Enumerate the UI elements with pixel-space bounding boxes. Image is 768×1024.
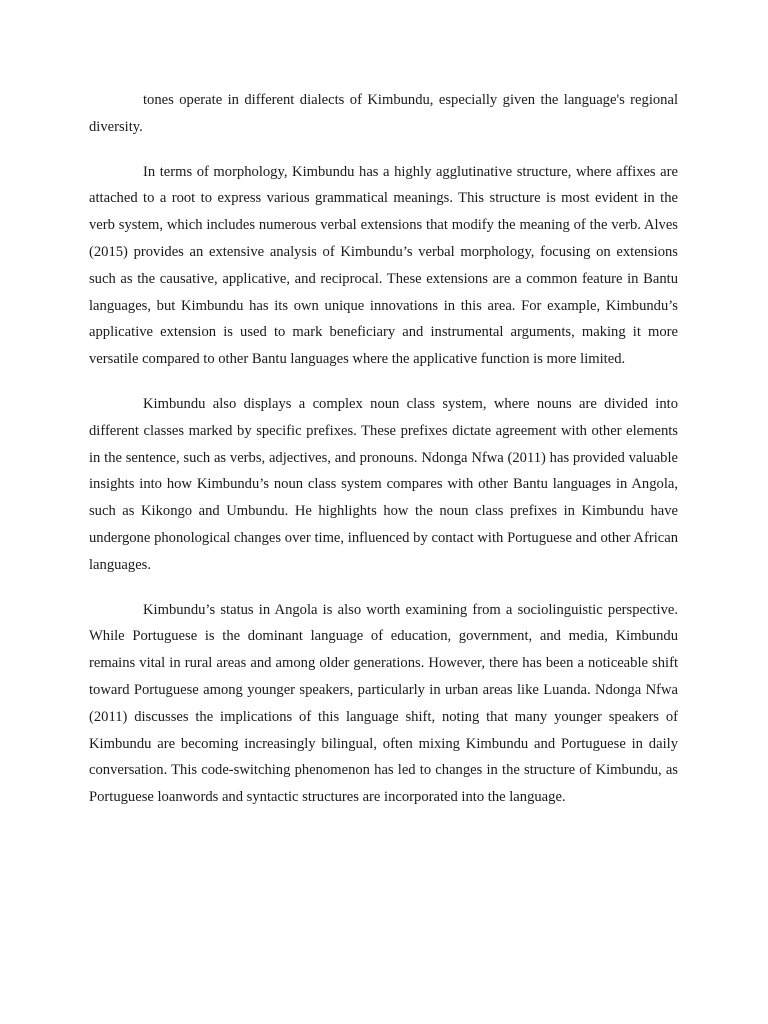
document-body bbox=[89, 87, 678, 829]
paragraph-sociolinguistic: Kimbundu’s status in Angola is also worth examining from a sociolinguistic perspective. While Portuguese is the dominant language of education, government, and media, Kimbundu remains vital in rural areas and among older generations. However, there has been a noticeable shift toward Portuguese among younger speakers, particularly in urban areas like Luanda. Ndonga Nfwa (2011) discusses the implications of this language shift, noting that many younger speakers of Kimbundu are becoming increasingly bilingual, often mixing Kimbundu and Portuguese in daily conversation. This code-switching phenomenon has led to changes in the structure of Kimbundu, as Portuguese loanwords and syntactic structures are incorporated into the language. bbox=[89, 601, 678, 806]
paragraph-morphology: In terms of morphology, Kimbundu has a highly agglutinative structure, where affixes are attached to a root to express various grammatical meanings. This structure is most evident in the verb system, which includes numerous verbal extensions that modify the meaning of the verb. Alves (2015) provides an extensive analysis of Kimbundu’s verbal morphology, focusing on extensions such as the causative, applicative, and reciprocal. These extensions are a common feature in Bantu languages, but Kimbundu has its own unique innovations in this area. For example, Kimbundu’s applicative extension is used to mark beneficiary and instrumental arguments, making it more versatile compared to other Bantu languages where the applicative function is more limited. bbox=[89, 163, 678, 368]
paragraph-noun-class: Kimbundu also displays a complex noun class system, where nouns are divided into different classes marked by specific prefixes. These prefixes dictate agreement with other elements in the sentence, such as verbs, adjectives, and pronouns. Ndonga Nfwa (2011) has provided valuable insights into how Kimbundu’s noun class system compares with other Bantu languages in Angola, such as Kikongo and Umbundu. He highlights how the noun class prefixes in Kimbundu have undergone phonological changes over time, influenced by contact with Portuguese and other African languages. bbox=[89, 395, 678, 573]
paragraph-continuation: tones operate in different dialects of Kimbundu, especially given the language's regional diversity. bbox=[89, 92, 678, 135]
